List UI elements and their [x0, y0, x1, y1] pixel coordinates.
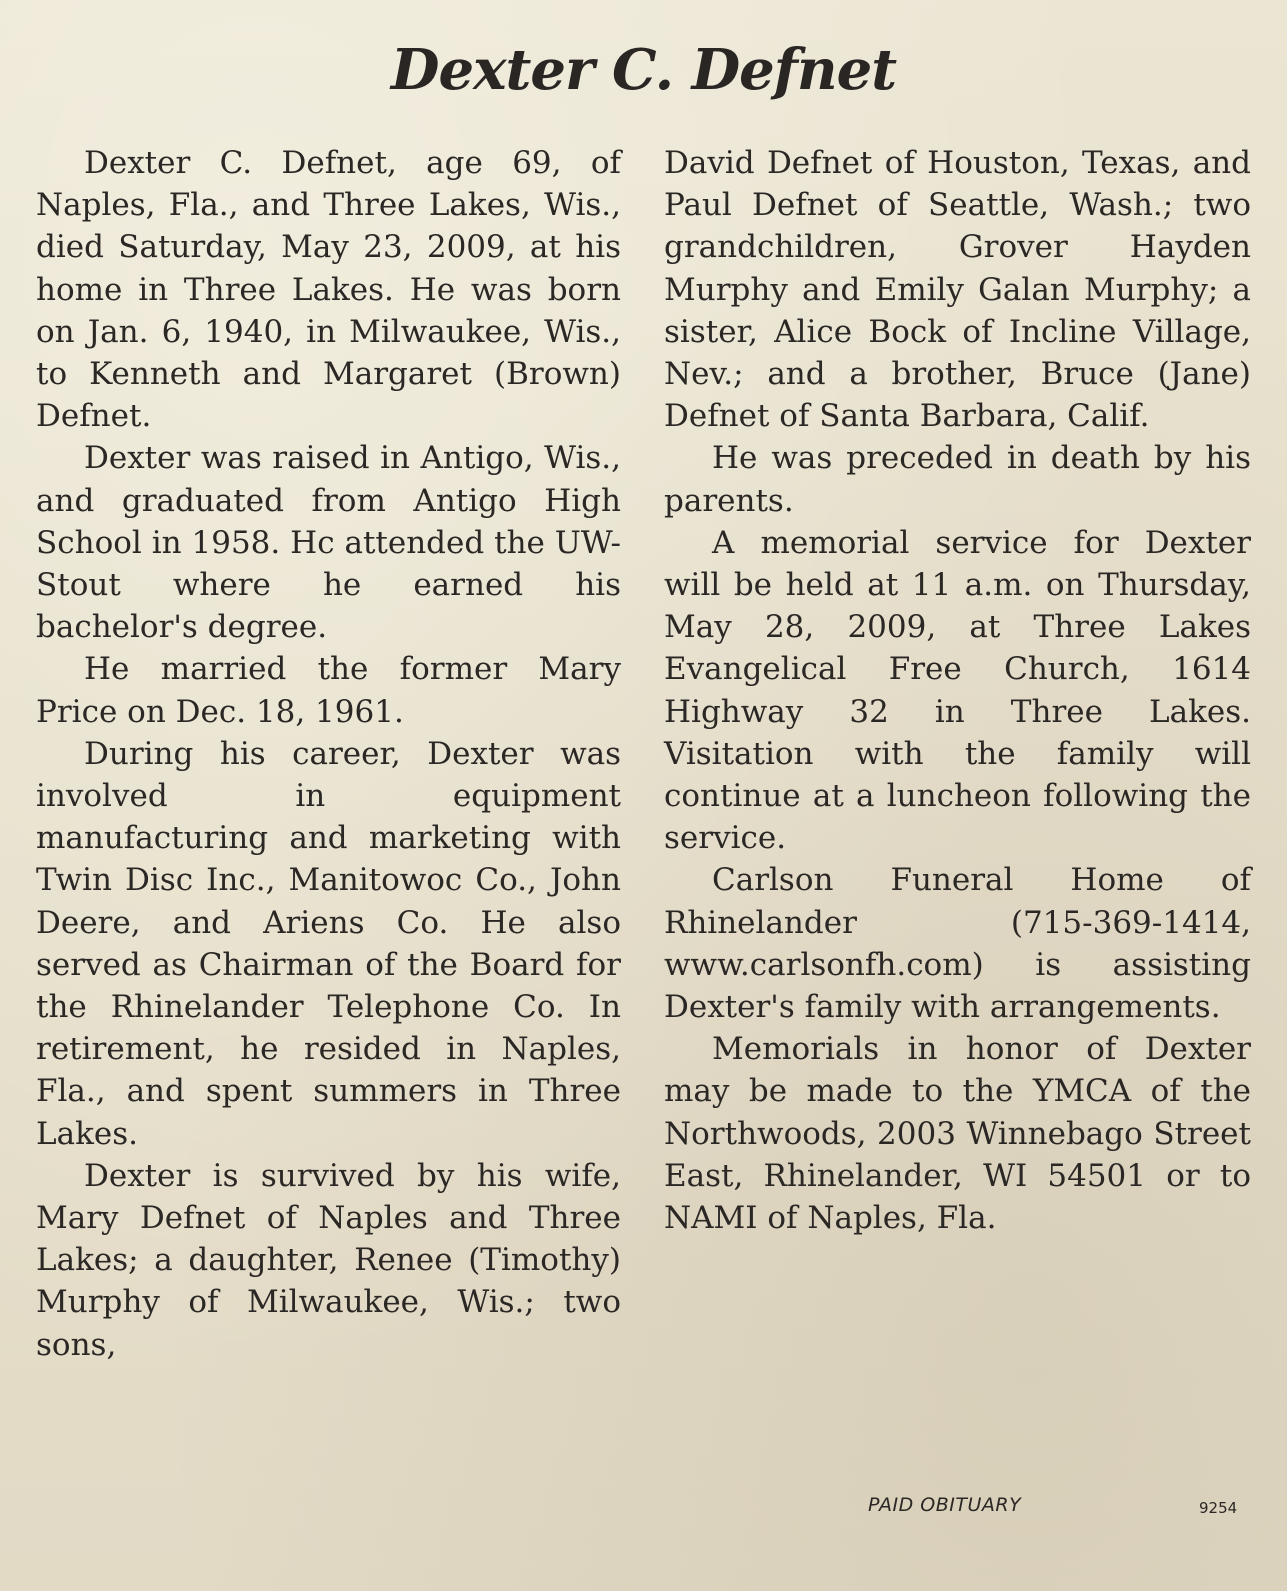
- paragraph-memorials: Memorials in honor of Dexter may be made to the YMCA of the Northwoods, 2003 Winnebago Street East, Rhinelander, WI 54501 or to NAMI of Naples, Fla.: [664, 1031, 1251, 1237]
- paragraph-marriage: He married the former Mary Price on Dec. 18, 1961.: [36, 651, 621, 730]
- paragraph-memorial-service: A memorial service for Dexter will be held at 11 a.m. on Thursday, May 28, 2009, at Three Lakes Evangelical Free Church, 1614 Highway 32 in Three Lakes. Visitation with the family will continue at a luncheon following the service.: [664, 524, 1251, 857]
- paragraph-survivors: Dexter is survived by his wife, Mary Defnet of Naples and Three Lakes; a daughter, Renee (Timothy) Murphy of Milwaukee, Wis.; two sons,: [36, 1157, 621, 1363]
- ad-code: 9254: [1199, 1499, 1238, 1517]
- paragraph-death-notice: Dexter C. Defnet, age 69, of Naples, Fla., and Three Lakes, Wis., died Saturday, May 23, 2009, at his home in Three Lakes. He was born on Jan. 6, 1940, in Milwaukee, Wis., to Kenneth and Margaret (Brown) Defnet.: [36, 145, 621, 435]
- paragraph-funeral-home: Carlson Funeral Home of Rhinelander (715-369-1414, www.carlsonfh.com) is assisting Dexter's family with arrangements.: [664, 862, 1251, 1026]
- obituary-title: Dexter C. Defnet: [390, 37, 897, 103]
- paid-obituary-label: PAID OBITUARY: [868, 1494, 1022, 1516]
- paragraph-career: During his career, Dexter was involved in equipment manufacturing and marketing with Twin Disc Inc., Manitowoc Co., John Deere, and Ariens Co. He also served as Chairman of the Board for the Rhinelander Telephone Co. In retirement, he resided in Naples, Fla., and spent summers in Three Lakes.: [36, 735, 621, 1152]
- right-column: [664, 142, 1251, 1239]
- paragraph-survivors-continued: David Defnet of Houston, Texas, and Paul Defnet of Seattle, Wash.; two grandchildren, Grover Hayden Murphy and Emily Galan Murphy; a sister, Alice Bock of Incline Village, Nev.; and a brother, Bruce (Jane) Defnet of Santa Barbara, Calif.: [664, 145, 1251, 435]
- paragraph-preceded: He was preceded in death by his parents.: [664, 440, 1251, 519]
- paragraph-education: Dexter was raised in Antigo, Wis., and graduated from Antigo High School in 1958. Hc attended the UW-Stout where he earned his bachelor's degree.: [36, 440, 621, 646]
- left-column: [36, 142, 621, 1366]
